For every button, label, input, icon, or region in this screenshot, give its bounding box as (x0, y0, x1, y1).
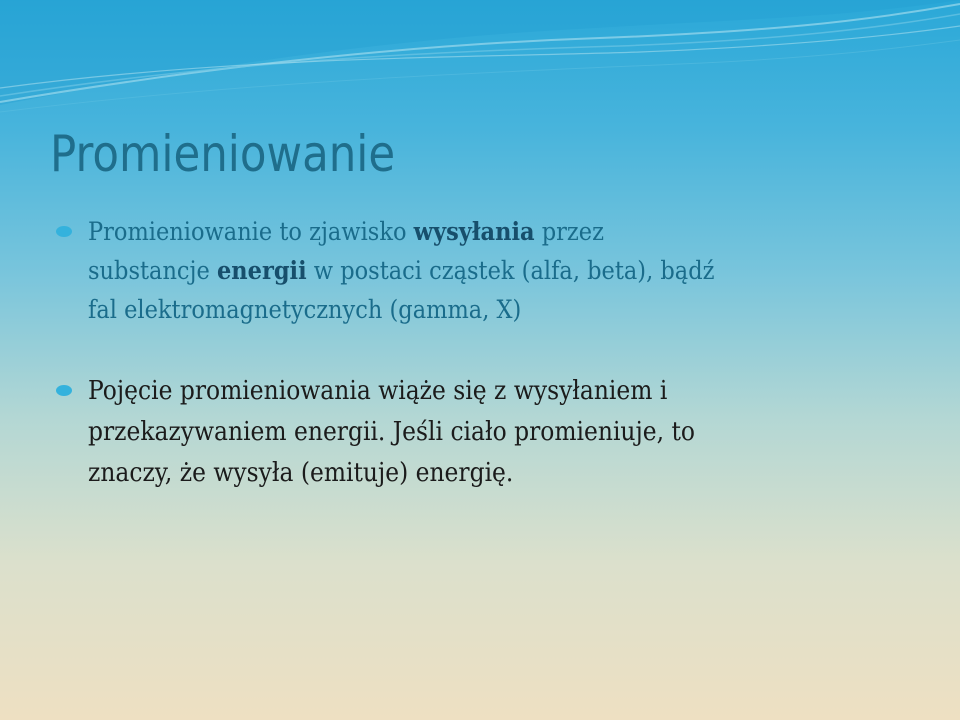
text-segment: Promieniowanie to zjawisko (88, 217, 414, 246)
text-segment: Pojęcie promieniowania wiąże się z wysyłaniem i (88, 376, 668, 406)
text-line (88, 290, 907, 329)
text-line (88, 212, 907, 251)
slide-title: Promieniowanie (50, 125, 396, 183)
emphasized-term: wysyłania (413, 217, 535, 246)
bullet-item (56, 371, 916, 494)
text-line (88, 251, 907, 290)
bullet-dot-icon (56, 385, 72, 396)
bullet-text (88, 371, 907, 494)
emphasized-term: energii (216, 256, 307, 285)
bullet-text (88, 212, 907, 329)
header-wave-decoration (0, 0, 960, 130)
text-segment: substancje (88, 256, 217, 285)
text-segment: znaczy, że wysyła (emituje) energię. (88, 458, 514, 488)
bullet-list (56, 212, 916, 494)
text-segment: fal elektromagnetycznych (gamma, X) (88, 295, 522, 324)
text-segment: przekazywaniem energii. Jeśli ciało promieniuje, to (88, 417, 695, 447)
text-segment: w postaci cząstek (alfa, beta), bądź (306, 256, 715, 285)
text-line (88, 371, 907, 412)
text-line (88, 453, 907, 494)
text-line (88, 412, 907, 453)
text-segment: przez (534, 217, 604, 246)
bullet-dot-icon (56, 226, 72, 237)
bullet-item (56, 212, 916, 329)
